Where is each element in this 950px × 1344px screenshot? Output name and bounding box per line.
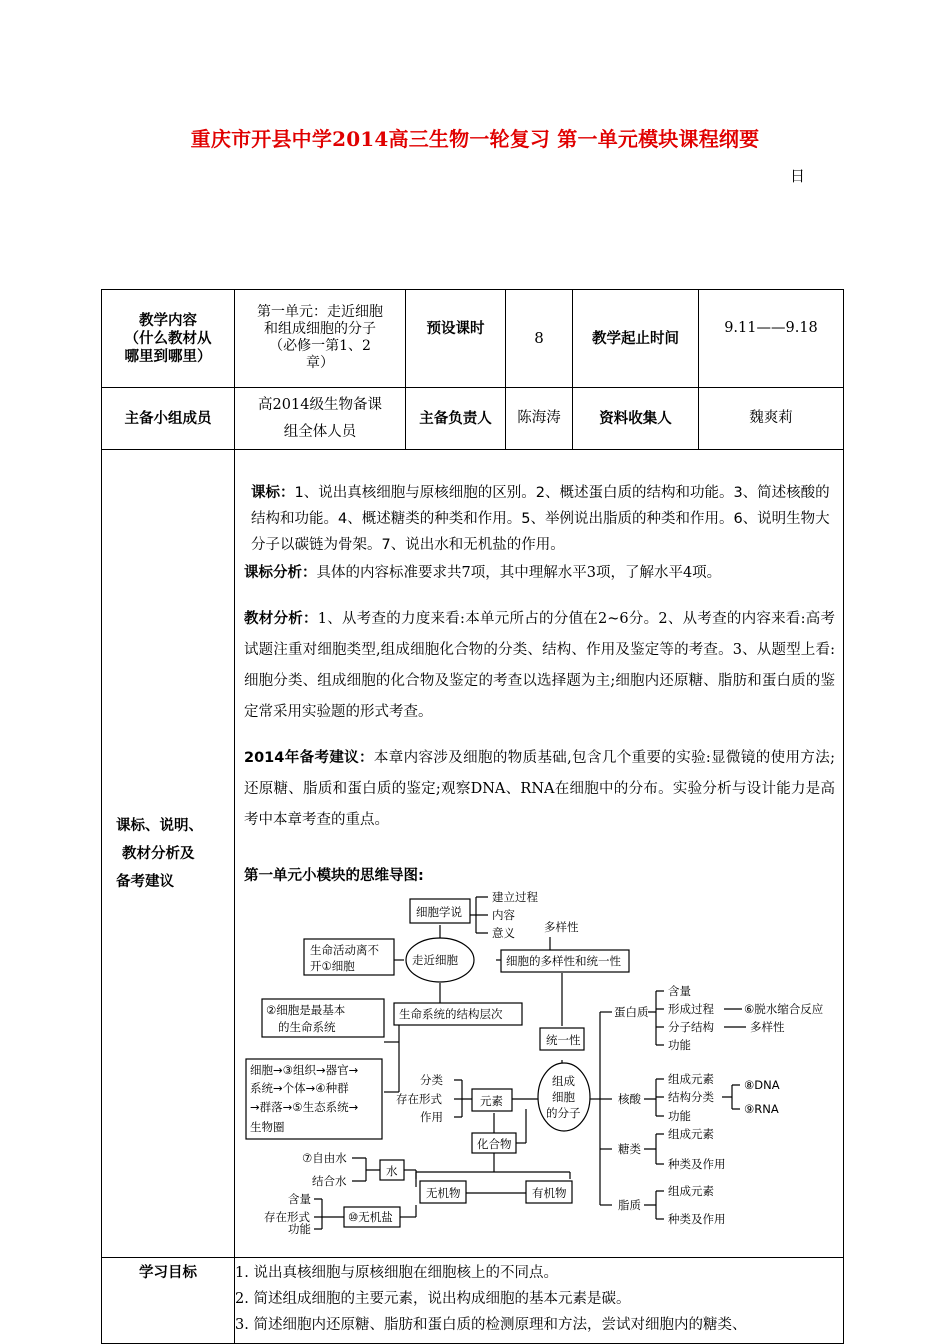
basic-system-node: 的生命系统: [278, 1020, 336, 1034]
mindmap-title: 第一单元小模块的思维导图:: [244, 868, 424, 884]
ct-item: 意义: [492, 926, 515, 940]
textbook-analysis: 教材分析：1、从考查的力度来看:本单元所占的分值在2~6分。2、从考查的内容来看:高考试题注重对细胞类型,组成细胞化合物的分类、结构、作用及鉴定等的考查。3、从题型上看:细胞分类、组成细胞的化合物及鉴定的考查以选择题为主;细胞内还原糖、脂肪和蛋白质的鉴定常采用实验题的形式考查。: [244, 611, 836, 720]
protein-item: 分子结构: [668, 1020, 714, 1034]
dna-node: ⑧DNA: [744, 1078, 780, 1092]
goals-label: 学习目标: [102, 1258, 235, 1344]
inorganic-salt-node: ⑩无机盐: [348, 1210, 393, 1224]
protein-item: 功能: [668, 1038, 691, 1052]
period-label: 教学起止时间: [573, 290, 699, 388]
water-item: ⑦自由水: [302, 1151, 347, 1165]
mind-map: [244, 887, 844, 1247]
row-team: [102, 388, 844, 450]
element-node: 元素: [480, 1094, 503, 1108]
element-item: 作用: [420, 1110, 443, 1124]
analysis-label: 课标、说明、 教材分析及 备考建议: [102, 450, 235, 1258]
inorganic-node: 无机物: [426, 1186, 461, 1200]
protein-item: 含量: [668, 984, 691, 998]
leader-value: 陈海涛: [506, 388, 573, 450]
row-goals: [102, 1258, 844, 1344]
course-outline-table: [101, 289, 844, 1344]
element-item: 存在形式: [396, 1092, 442, 1106]
goals-content: [235, 1258, 844, 1344]
element-item: 分类: [420, 1073, 443, 1087]
salt-item: 存在形式: [264, 1210, 310, 1224]
diversity-node: 多样性: [544, 920, 579, 934]
team-value: 高2014级生物备课 组全体人员: [235, 388, 406, 450]
collector-label: 资料收集人: [573, 388, 699, 450]
level-chain: 系统→个体→④种群: [250, 1081, 349, 1095]
sugar-item: 种类及作用: [668, 1157, 726, 1171]
planned-hours-value: 8: [506, 290, 573, 388]
day-label: 日: [790, 167, 806, 185]
life-levels-node: 生命系统的结构层次: [399, 1007, 503, 1021]
unity-node: 统一性: [546, 1033, 581, 1047]
row-analysis: [102, 450, 844, 1258]
molecules-node: 细胞: [552, 1090, 575, 1104]
sugar-node: 糖类: [618, 1142, 641, 1156]
page-title: 重庆市开县中学2014高三生物一轮复习 第一单元模块课程纲要: [190, 127, 760, 151]
teaching-content-label: 教学内容 （什么教材从 哪里到哪里）: [102, 290, 235, 388]
standards-block: 课标：1、说出真核细胞与原核细胞的区别。2、概述蛋白质的结构和功能。3、简述核酸的结构和功能。4、概述糖类的种类和作用。5、举例说出脂质的种类和作用。6、说明生物大分子以碳链为骨架。7、说出水和无机盐的作用。: [251, 485, 830, 553]
water-node: 水: [386, 1164, 398, 1178]
standards-analysis: 课标分析：具体的内容标准要求共7项，其中理解水平3项，了解水平4项。: [244, 565, 722, 581]
lipid-node: 脂质: [618, 1198, 641, 1212]
molecules-node: 组成: [552, 1074, 575, 1088]
leader-label: 主备负责人: [406, 388, 506, 450]
protein-diversity-node: 多样性: [750, 1020, 785, 1034]
dehydration-node: ⑥脱水缩合反应: [744, 1002, 824, 1016]
exam-advice: 2014年备考建议：本章内容涉及细胞的物质基础,包含几个重要的实验:显微镜的使用方法;还原糖、脂质和蛋白质的鉴定;观察DNA、RNA在细胞中的分布。实验分析与设计能力是高考中本章考查的重点。: [244, 750, 835, 828]
period-value: 9.11——9.18: [699, 290, 844, 388]
lipid-item: 种类及作用: [668, 1212, 726, 1226]
basic-system-node: ②细胞是最基本: [266, 1003, 346, 1017]
protein-node: 蛋白质: [614, 1005, 649, 1019]
collector-value: 魏爽莉: [699, 388, 844, 450]
teaching-content-value: 第一单元：走近细胞 和组成细胞的分子 （必修一第1、2 章）: [235, 290, 406, 388]
protein-item: 形成过程: [668, 1002, 714, 1016]
water-item: 结合水: [312, 1174, 347, 1188]
molecules-node: 的分子: [546, 1106, 581, 1120]
cell-theory-node: 细胞学说: [416, 905, 462, 919]
organic-node: 有机物: [532, 1186, 567, 1200]
compound-node: 化合物: [477, 1137, 512, 1151]
nucleic-item: 结构分类: [668, 1090, 714, 1104]
lipid-item: 组成元素: [668, 1184, 714, 1198]
salt-item: 含量: [288, 1192, 311, 1206]
nucleic-item: 组成元素: [668, 1072, 714, 1086]
team-label: 主备小组成员: [102, 388, 235, 450]
level-chain: 细胞→③组织→器官→: [250, 1063, 359, 1077]
life-activity-node: 生命活动离不: [310, 943, 379, 957]
life-activity-node: 开①细胞: [310, 959, 355, 973]
approach-cell-node: 走近细胞: [412, 953, 458, 967]
sugar-item: 组成元素: [668, 1127, 714, 1141]
nucleic-item: 功能: [668, 1109, 691, 1123]
level-chain: →群落→⑤生态系统→: [250, 1100, 359, 1114]
goal-item: 3. 简述细胞内还原糖、脂肪和蛋白质的检测原理和方法，尝试对细胞内的糖类、: [235, 1317, 747, 1333]
analysis-content: [235, 450, 844, 1258]
goal-item: 1. 说出真核细胞与原核细胞在细胞核上的不同点。: [235, 1265, 558, 1281]
diversity-unity-node: 细胞的多样性和统一性: [506, 954, 621, 968]
ct-item: 内容: [492, 908, 515, 922]
rna-node: ⑨RNA: [744, 1102, 779, 1116]
ct-item: 建立过程: [492, 890, 538, 904]
row-content: [102, 290, 844, 388]
salt-item: 功能: [288, 1222, 311, 1236]
nucleic-acid-node: 核酸: [618, 1092, 641, 1106]
level-chain: 生物圈: [250, 1120, 285, 1134]
planned-hours-label: 预设课时: [406, 290, 506, 388]
goal-item: 2. 简述组成细胞的主要元素，说出构成细胞的基本元素是碳。: [235, 1291, 631, 1307]
